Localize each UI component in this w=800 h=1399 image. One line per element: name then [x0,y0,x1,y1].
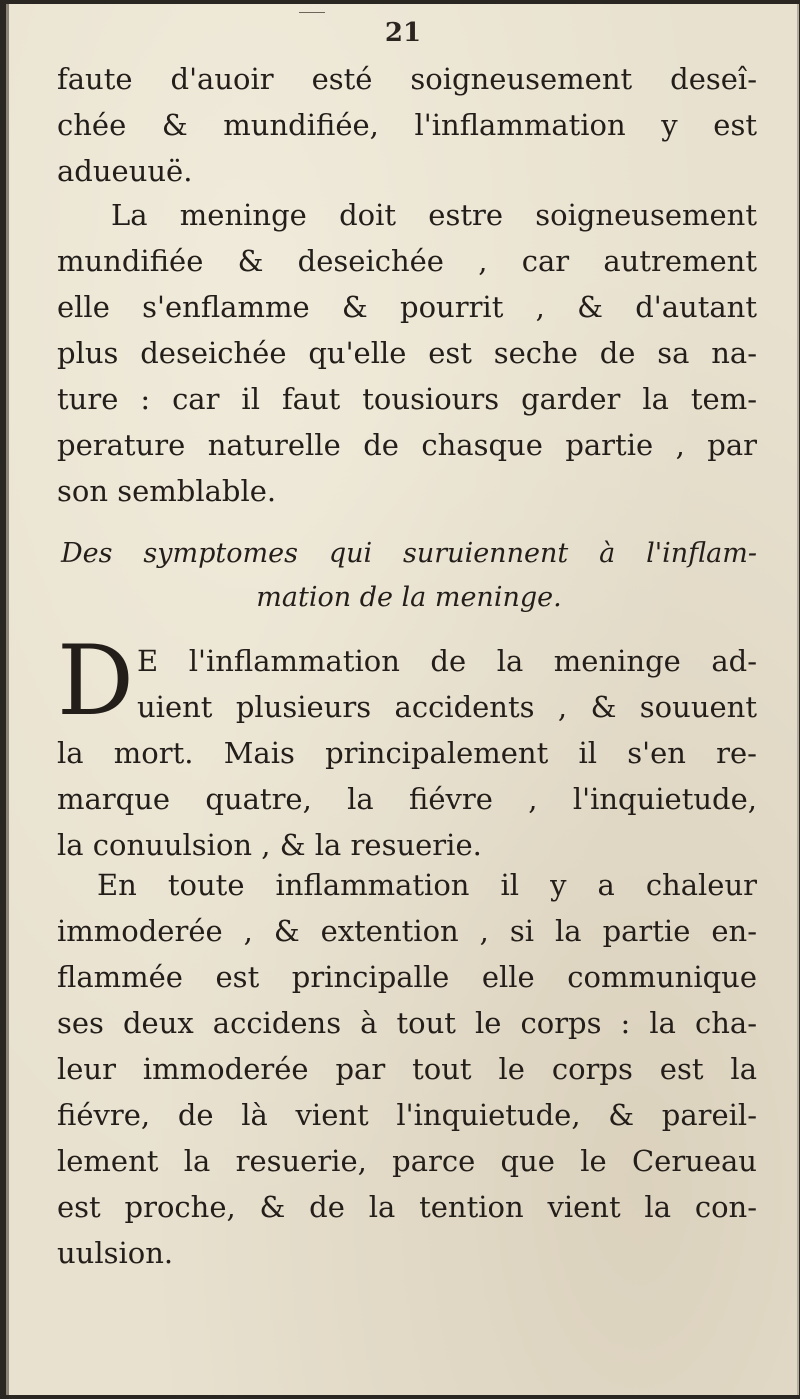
text-line: mundifiée & deseichée , car autrement [57,244,757,278]
text-line: est proche, & de la tention vient la con- [57,1190,757,1224]
paragraph-1 [57,56,757,194]
text-line: La meninge doit estre soigneusement [111,198,757,232]
heading-line: mation de la meninge. [256,582,562,613]
text-line: E l'inflammation de la meninge ad- [137,644,757,678]
drop-cap: D [57,625,134,737]
header-rule [299,12,325,13]
text-line: fiévre, de là vient l'inquietude, & pareil- [57,1098,757,1132]
page-number: 21 [384,18,422,48]
text-line: uient plusieurs accidents , & souuent [137,690,757,724]
text-line: immoderée , & extention , si la partie en- [57,914,757,948]
paragraph-3 [57,625,757,868]
text-line: En toute inflammation il y a chaleur [97,868,757,902]
paragraph-2 [57,192,757,514]
book-page [6,4,799,1395]
text-line: son semblable. [57,474,277,508]
text-line: flammée est principalle elle communique [57,960,757,994]
text-line: faute d'auoir esté soigneusement deseî- [57,62,757,96]
text-line: ture : car il faut tousiours garder la tem- [57,382,757,416]
text-line: lement la resuerie, parce que le Cerueau [57,1144,757,1178]
text-line: adueuuë. [57,154,193,188]
text-line: la conuulsion , & la resuerie. [57,828,482,862]
text-line: la mort. Mais principalement il s'en re- [57,736,757,770]
heading-line: Des symptomes qui suruiennent à l'inflam- [61,538,757,569]
text-line: plus deseichée qu'elle est seche de sa na- [57,336,757,370]
text-line: ses deux accidens à tout le corps : la cha- [57,1006,757,1040]
paragraph-4 [57,862,757,1276]
text-line: elle s'enflamme & pourrit , & d'autant [57,290,757,324]
section-heading [61,532,757,620]
text-line: uulsion. [57,1236,174,1270]
text-line: perature naturelle de chasque partie , par [57,428,757,462]
text-line: marque quatre, la fiévre , l'inquietude, [57,782,757,816]
text-line: chée & mundifiée, l'inflammation y est [57,108,757,142]
text-line: leur immoderée par tout le corps est la [57,1052,757,1086]
